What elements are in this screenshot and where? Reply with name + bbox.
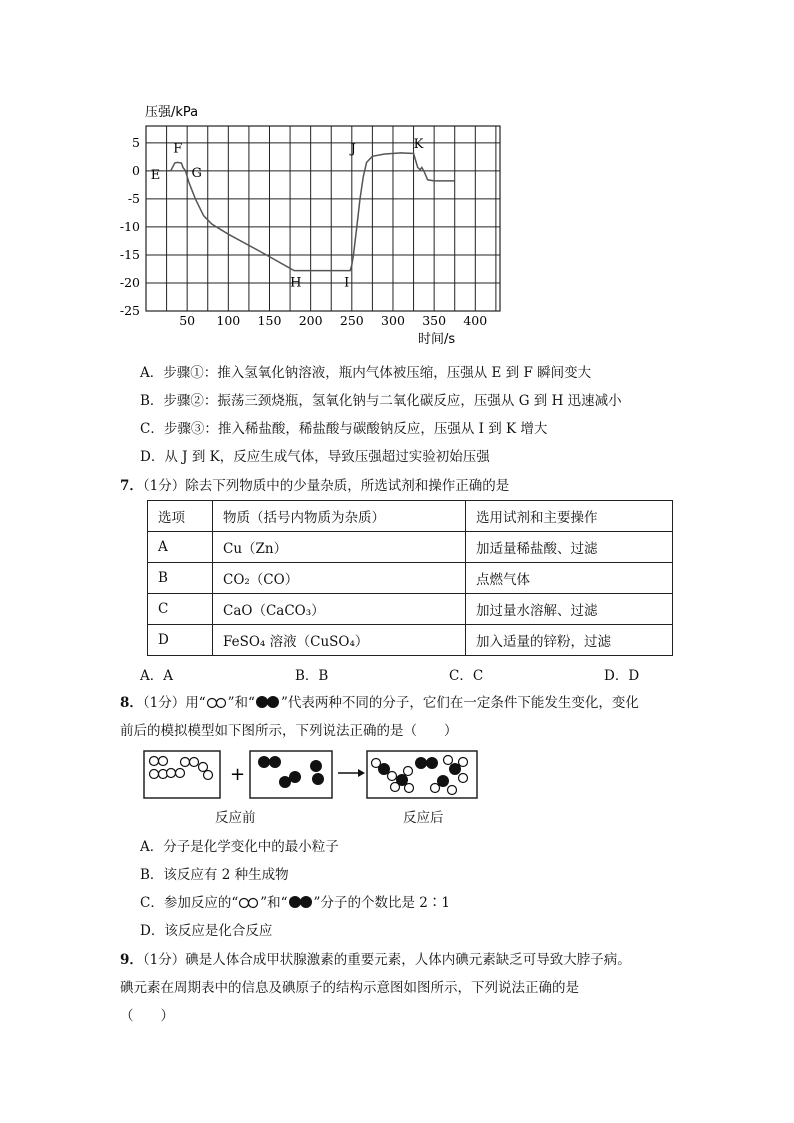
chart-x-axis-label: 时间/s: [418, 332, 456, 347]
table-cell: 加入适量的锌粉，过滤: [466, 625, 673, 656]
q9-number: 9．: [120, 952, 143, 968]
q6-option-a: A．步骤①：推入氢氧化钠溶液，瓶内气体被压缩，压强从 E 到 F 瞬间变大: [140, 365, 592, 381]
q9-stem-line2: 碘元素在周期表中的信息及碘原子的结构示意图如图所示，下列说法正确的是: [120, 980, 579, 996]
x-tick-label: 300: [381, 313, 405, 328]
y-tick-label: 5: [132, 134, 140, 150]
table-row: [148, 563, 673, 594]
q8-option-d: D．该反应是化合反应: [140, 923, 273, 939]
table-row: [148, 532, 673, 563]
chart-y-axis-label: 压强/kPa: [145, 105, 199, 120]
table-cell: 点燃气体: [466, 563, 673, 594]
x-tick-label: 400: [463, 313, 488, 328]
q8-number: 8．: [120, 695, 143, 711]
q8-stem-part: ”代表两种不同的分子，它们在一定条件下能发生变化，变化: [280, 695, 639, 711]
y-tick-label: -10: [119, 218, 140, 234]
y-tick-label: -5: [127, 190, 140, 206]
x-tick-label: 100: [216, 313, 241, 328]
y-tick-label: 0: [132, 162, 140, 178]
q7-choice-a: A．A: [140, 668, 173, 684]
plus-sign: +: [230, 764, 246, 785]
q8-option-c: [140, 891, 450, 911]
table-cell: D: [148, 625, 213, 656]
q7-choice-b: B．B: [295, 668, 329, 684]
caption-after: 反应后: [403, 810, 444, 826]
q6-option-c: C．步骤③：推入稀盐酸，稀盐酸与碳酸钠反应，压强从 I 到 K 增大: [140, 421, 548, 437]
q8-option-c-part: ”和“: [260, 895, 288, 911]
q8-option-b: B．该反应有 2 种生成物: [140, 867, 289, 883]
point-label-j: J: [350, 141, 356, 157]
q8-stem-part: ”和“: [227, 695, 255, 711]
point-label-i: I: [344, 275, 350, 291]
q8-stem-part: 用“: [185, 695, 206, 711]
white-molecule-icon: [206, 697, 228, 709]
pressure-time-chart: [0, 0, 794, 360]
x-tick-label: 50: [179, 313, 196, 328]
arrow-head-icon: [358, 769, 365, 777]
x-tick-label: 250: [339, 313, 364, 328]
x-tick-label: 200: [298, 313, 323, 328]
table-header-cell: 选用试剂和主要操作: [466, 501, 673, 532]
q7-score: （1分）: [142, 478, 186, 494]
q7-choice-c: C．C: [449, 668, 484, 684]
y-tick-label: -20: [119, 274, 140, 290]
point-label-g: G: [191, 166, 202, 182]
q7-number: 7．: [120, 478, 143, 494]
table-header-cell: 选项: [148, 501, 213, 532]
point-label-k: K: [413, 137, 424, 153]
q8-stem-line2: 前后的模拟模型如下图所示，下列说法正确的是（ ）: [120, 723, 458, 739]
y-tick-label: -25: [119, 303, 140, 318]
black-molecule-icon: [288, 895, 314, 909]
table-header-row: [148, 501, 673, 532]
q9-line1-text: 碘是人体合成甲状腺激素的重要元素，人体内碘元素缺乏可导致大脖子病。: [185, 952, 631, 968]
x-tick-label: 150: [257, 313, 282, 328]
table-cell: B: [148, 563, 213, 594]
white-molecule-icon: [238, 897, 260, 909]
q8-option-c-part: ”分子的个数比是 2∶1: [313, 895, 450, 911]
table-row: [148, 625, 673, 656]
reaction-model-diagram: [140, 748, 485, 803]
q7-stem: [120, 474, 509, 494]
table-cell: FeSO₄ 溶液（CuSO₄）: [213, 625, 466, 656]
q7-choice-d: D．D: [604, 668, 640, 684]
table-cell: 加过量水溶解、过滤: [466, 594, 673, 625]
table-header-cell: 物质（括号内物质为杂质）: [213, 501, 466, 532]
q8-option-a: A．分子是化学变化中的最小粒子: [140, 839, 339, 855]
point-label-h: H: [290, 275, 302, 291]
q6-option-b: B．步骤②：振荡三颈烧瓶，氢氧化钠与二氧化碳反应，压强从 G 到 H 迅速减小: [140, 393, 622, 409]
q6-option-d: D．从 J 到 K，反应生成气体，导致压强超过实验初始压强: [140, 449, 490, 465]
table-cell: A: [148, 532, 213, 563]
table-cell: Cu（Zn）: [213, 532, 466, 563]
black-molecule-icon: [255, 695, 281, 709]
chart-y-tick-labels: [120, 135, 140, 318]
caption-before: 反应前: [215, 810, 256, 826]
q7-stem-text: 除去下列物质中的少量杂质，所选试剂和操作正确的是: [185, 478, 510, 494]
q7-options-table: [147, 500, 673, 656]
point-label-f: F: [173, 141, 183, 157]
q9-stem-line1: [120, 948, 631, 968]
point-label-e: E: [150, 167, 161, 183]
q8-score: （1分）: [142, 695, 186, 711]
q9-score: （1分）: [142, 952, 186, 968]
table-row: [148, 594, 673, 625]
chart-x-tick-labels: [179, 313, 487, 328]
y-tick-label: -15: [119, 246, 140, 262]
chart-grid: [146, 126, 500, 311]
table-cell: C: [148, 594, 213, 625]
table-cell: CaO（CaCO₃）: [213, 594, 466, 625]
q8-option-c-part: C．参加反应的“: [140, 895, 239, 911]
q8-stem-line1: [120, 691, 639, 711]
table-cell: 加适量稀盐酸、过滤: [466, 532, 673, 563]
x-tick-label: 350: [422, 313, 447, 328]
table-cell: CO₂（CO）: [213, 563, 466, 594]
chart-point-labels: [151, 137, 424, 291]
q9-stem-line3: （ ）: [120, 1008, 174, 1024]
